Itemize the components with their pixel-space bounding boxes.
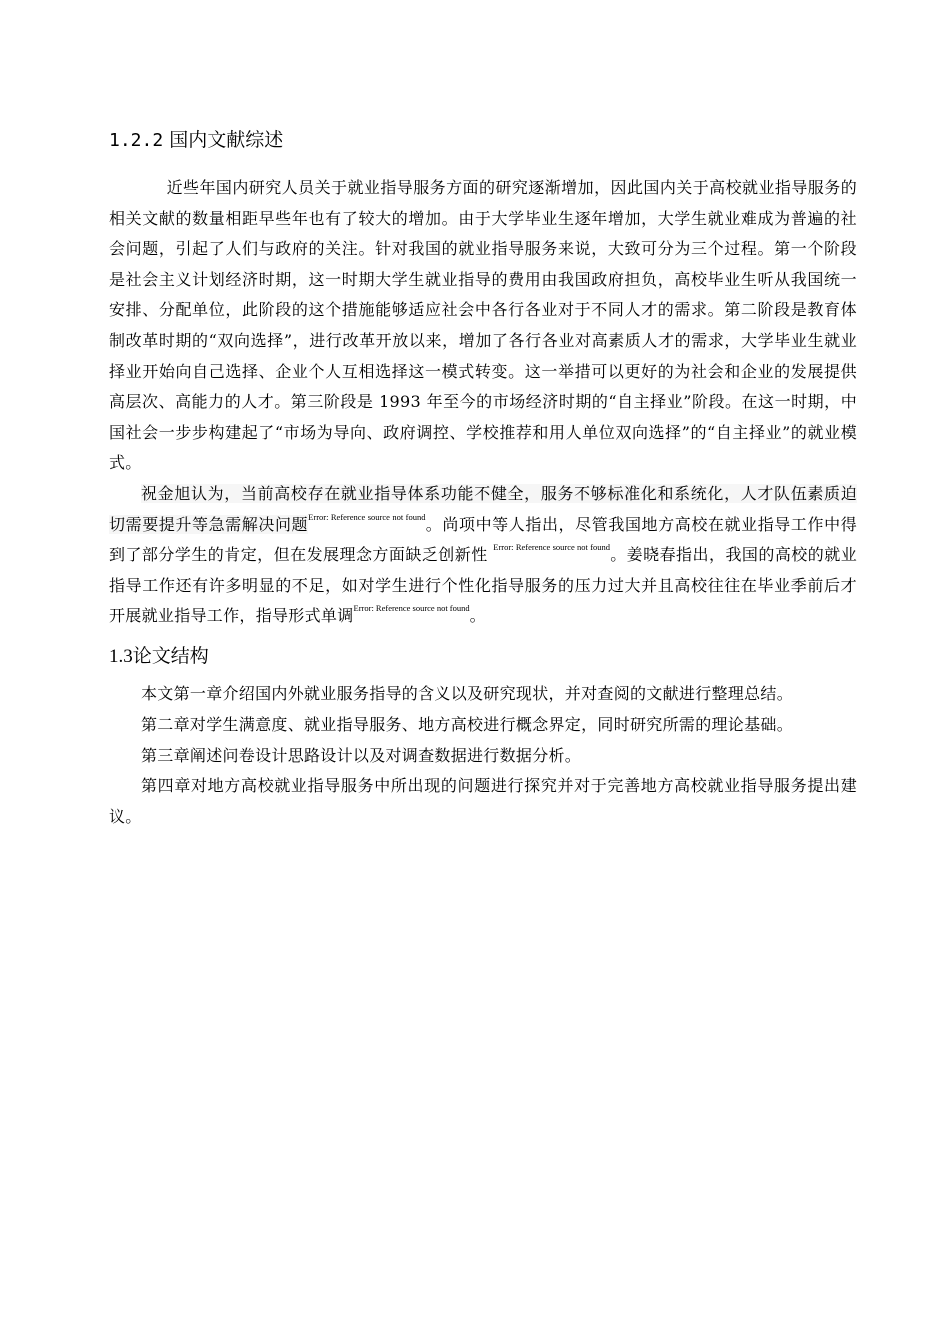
- reference-error-1: Error: Reference source not found: [308, 511, 426, 522]
- reference-error-3: Error: Reference source not found: [353, 603, 470, 614]
- paragraph-text: 祝金旭认为，当前高校存在就业指导体系功能不健全，服务不够标准化和系统化，人才队伍素质迫切需要提升等急需解决问题: [109, 483, 857, 534]
- literature-review-paragraph-2: [109, 479, 857, 632]
- section-heading-1-2-2: [109, 126, 857, 155]
- paragraph-text: 。尚项中等人指出，尽管我国地方高校在就业指导工作中得到了部分学生的肯定，但在发展理念方面缺乏创新性: [109, 514, 857, 565]
- literature-review-paragraph-1: 近些年国内研究人员关于就业指导服务方面的研究逐渐增加，因此国内关于高校就业指导服务的相关文献的数量相距早些年也有了较大的增加。由于大学毕业生逐年增加，大学生就业难成为普遍的社会问题，引起了人们与政府的关注。针对我国的就业指导服务来说，大致可分为三个过程。第一个阶段是社会主义计划经济时期，这一时期大学生就业指导的费用由我国政府担负，高校毕业生听从我国统一安排、分配单位，此阶段的这个措施能够适应社会中各行各业对于不同人才的需求。第二阶段是教育体制改革时期的“双向选择”，进行改革开放以来，增加了各行各业对高素质人才的需求，大学毕业生就业择业开始向自己选择、企业个人互相选择这一模式转变。这一举措可以更好的为社会和企业的发展提供高层次、高能力的人才。第三阶段是 1993 年至今的市场经济时期的“自主择业”阶段。在这一时期，中国社会一步步构建起了“市场为导向、政府调控、学校推荐和用人单位双向选择”的“自主择业”的就业模式。: [109, 178, 857, 473]
- section-title: 论文结构: [132, 644, 209, 667]
- section-heading-1-3: [109, 642, 857, 671]
- page-content: [109, 126, 857, 833]
- thesis-structure-list: [109, 679, 857, 833]
- paragraph-text: 。姜晓春指出，我国的高校的就业指导工作还有许多明显的不足，如对学生进行个性化指导服务的压力过大并且高校往往在毕业季前后才开展就业指导工作，指导形式单调: [109, 545, 857, 626]
- section-number: 1.2.2: [109, 130, 164, 151]
- paragraph-text: 。: [469, 606, 486, 626]
- reference-error-2: Error: Reference source not found: [493, 542, 611, 553]
- structure-item: 本文第一章介绍国内外就业服务指导的含义以及研究现状，并对查阅的文献进行整理总结。: [141, 683, 794, 703]
- structure-item: 第二章对学生满意度、就业指导服务、地方高校进行概念界定，同时研究所需的理论基础。: [141, 714, 794, 734]
- structure-item: 第三章阐述问卷设计思路设计以及对调查数据进行数据分析。: [141, 745, 582, 765]
- section-number: 1.3: [109, 645, 133, 667]
- structure-item: 第四章对地方高校就业指导服务中所出现的问题进行探究并对于完善地方高校就业指导服务提出建议。: [109, 776, 857, 827]
- section-title: 国内文献综述: [169, 129, 284, 151]
